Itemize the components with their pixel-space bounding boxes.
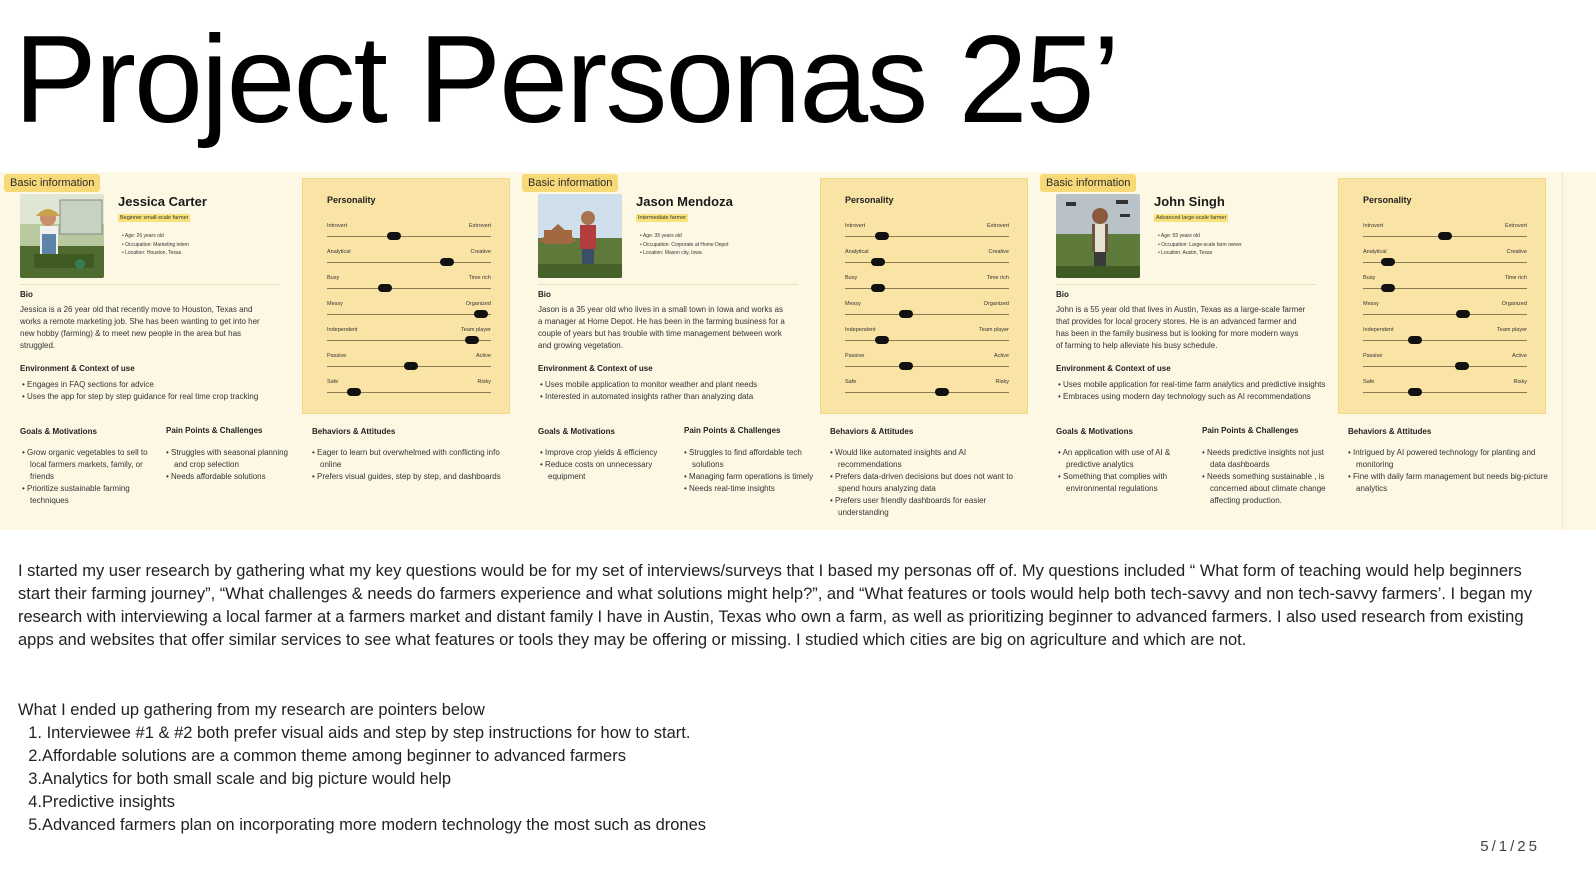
- personality-slider: [1363, 353, 1527, 377]
- finding-text: Predictive insights: [42, 793, 175, 811]
- environment-item: • Uses mobile application for real-time farm analytics and predictive insights: [1058, 379, 1348, 391]
- bio-text: Jessica is a 26 year old that recently move to Houston, Texas and works a remote marketing job. She has been wanting to get into her new hobby (farming) & to meet new people in the area but has struggled.: [20, 305, 260, 350]
- behavior-item: • Prefers user friendly dashboards for easier understanding: [830, 495, 1030, 519]
- personality-slider: [845, 353, 1009, 377]
- slider-track: [845, 314, 1009, 315]
- slider-track: [845, 366, 1009, 367]
- pain-points-heading: Pain Points & Challenges: [1202, 426, 1299, 435]
- behaviors-heading: Behaviors & Attitudes: [830, 427, 914, 436]
- slider-track: [845, 288, 1009, 289]
- personality-slider: [327, 275, 491, 299]
- trait-left-label: Introvert: [327, 223, 348, 229]
- goal-item: • Improve crop yields & efficiency: [540, 447, 668, 459]
- finding-item: [18, 745, 706, 768]
- persona-fact: • Occupation: Marketing intern: [122, 241, 189, 250]
- personality-slider: [845, 301, 1009, 325]
- persona-fact: • Age: 35 years old: [640, 232, 728, 241]
- slider-knob: [440, 258, 454, 266]
- slider-knob: [347, 388, 361, 396]
- persona-facts: [1158, 232, 1242, 258]
- slider-track: [845, 340, 1009, 341]
- personality-heading: Personality: [327, 195, 376, 205]
- slider-knob: [899, 310, 913, 318]
- trait-left-label: Busy: [327, 275, 340, 281]
- trait-left-label: Analytical: [327, 249, 351, 255]
- slider-knob: [1381, 258, 1395, 266]
- goals-list: [22, 447, 150, 507]
- page-title: Project Personas 25’: [14, 11, 1119, 149]
- behavior-item: • Intrigued by AI powered technology for planting and monitoring: [1348, 447, 1548, 471]
- finding-item: [18, 814, 706, 837]
- basic-info-badge: Basic information: [4, 174, 100, 192]
- trait-left-label: Introvert: [845, 223, 866, 229]
- behavior-item: • Fine with daily farm management but needs big-picture analytics: [1348, 471, 1548, 495]
- goals-heading: Goals & Motivations: [20, 427, 97, 436]
- pain-point-item: • Struggles to find affordable tech solutions: [684, 447, 818, 471]
- pain-point-item: • Needs affordable solutions: [166, 471, 300, 483]
- behaviors-list: [1348, 447, 1548, 495]
- personality-slider: [845, 275, 1009, 299]
- finding-text: Analytics for both small scale and big picture would help: [42, 770, 452, 788]
- trait-right-label: Organized: [1501, 301, 1527, 307]
- goals-heading: Goals & Motivations: [1056, 427, 1133, 436]
- slider-knob: [378, 284, 392, 292]
- personality-heading: Personality: [845, 195, 894, 205]
- personality-slider: [327, 379, 491, 403]
- behaviors-heading: Behaviors & Attitudes: [1348, 427, 1432, 436]
- trait-right-label: Time rich: [986, 275, 1009, 281]
- trait-left-label: Analytical: [1363, 249, 1387, 255]
- trait-right-label: Team player: [461, 327, 491, 333]
- personality-heading: Personality: [1363, 195, 1412, 205]
- findings-list: [18, 722, 706, 837]
- environment-list: [540, 379, 830, 403]
- persona-level: Beginner small-scale farmer: [120, 215, 189, 221]
- bio-text: Jason is a 35 year old who lives in a small town in Iowa and works as a manager at Home Depot. He has been in the farming business for a couple of years but has trouble with time management between work and growing vegetation.: [538, 305, 785, 350]
- environment-item: • Embraces using modern day technology such as AI recommendations: [1058, 391, 1348, 403]
- finding-item: [18, 722, 706, 745]
- trait-right-label: Team player: [979, 327, 1009, 333]
- pain-points-heading: Pain Points & Challenges: [166, 426, 263, 435]
- persona-card: [0, 172, 527, 530]
- environment-list: [1058, 379, 1348, 403]
- pain-point-item: • Needs predictive insights not just data dashboards: [1202, 447, 1336, 471]
- basic-info-badge: Basic information: [522, 174, 618, 192]
- divider: [20, 284, 280, 285]
- trait-right-label: Team player: [1497, 327, 1527, 333]
- personality-slider: [845, 327, 1009, 351]
- slider-knob: [465, 336, 479, 344]
- trait-right-label: Organized: [465, 301, 491, 307]
- trait-right-label: Extrovert: [468, 223, 491, 229]
- behavior-item: • Would like automated insights and AI recommendations: [830, 447, 1030, 471]
- persona-name: Jessica Carter: [118, 194, 207, 209]
- environment-item: • Engages in FAQ sections for advice: [22, 379, 262, 391]
- environment-heading: Environment & Context of use: [538, 364, 653, 373]
- personality-slider: [845, 379, 1009, 403]
- persona-strip: [0, 172, 1596, 530]
- pain-point-item: • Struggles with seasonal planning and crop selection: [166, 447, 300, 471]
- persona-name: John Singh: [1154, 194, 1225, 209]
- personality-slider: [845, 223, 1009, 247]
- trait-right-label: Active: [994, 353, 1009, 359]
- finding-item: [18, 768, 706, 791]
- personality-slider: [327, 301, 491, 325]
- trait-right-label: Time rich: [1504, 275, 1527, 281]
- trait-left-label: Safe: [327, 379, 339, 385]
- behavior-item: • Prefers data-driven decisions but does not want to spend hours analyzing data: [830, 471, 1030, 495]
- persona-fact: • Location: Houston, Texas: [122, 249, 189, 258]
- slider-track: [1363, 314, 1527, 315]
- slider-knob: [387, 232, 401, 240]
- environment-heading: Environment & Context of use: [20, 364, 135, 373]
- environment-item: • Interested in automated insights rather than analyzing data: [540, 391, 830, 403]
- slider-knob: [875, 232, 889, 240]
- personality-slider: [1363, 327, 1527, 351]
- trait-left-label: Busy: [845, 275, 858, 281]
- slider-knob: [1438, 232, 1452, 240]
- slider-knob: [1408, 336, 1422, 344]
- behavior-item: • Eager to learn but overwhelmed with conflicting info online: [312, 447, 512, 471]
- pain-point-item: • Needs something sustainable , is concerned about climate change affecting production.: [1202, 471, 1336, 507]
- goals-list: [540, 447, 668, 483]
- personality-panel: [820, 178, 1028, 414]
- environment-item: • Uses mobile application to monitor weather and plant needs: [540, 379, 830, 391]
- trait-right-label: Active: [1512, 353, 1527, 359]
- finding-text: Advanced farmers plan on incorporating more modern technology the most such as drones: [42, 816, 707, 834]
- trait-left-label: Messy: [845, 301, 861, 307]
- research-paragraph: I started my user research by gathering what my key questions would be for my set of interviews/surveys that I based my personas off of. My questions included “ What form of teaching would help beginners start their farming journey”, “What challenges & needs do farmers experience and what solutions might help?”, and “What features or tools would help both tech-savvy and non tech-savvy farmers’. I began my research with interviewing a local farmer at a farmers market and distant family I have in Austin, Texas who own a farm, as well as prioritizing beginner to advanced farmers. I also used research from existing apps and websites that offer similar services to see what features or tools they may be offering or missing. I studied which cities are big on agriculture and which are not.: [18, 562, 1533, 649]
- goal-item: • Grow organic vegetables to sell to local farmers markets, family, or friends: [22, 447, 150, 483]
- trait-right-label: Risky: [477, 379, 491, 385]
- personality-panel: [302, 178, 510, 414]
- trait-right-label: Creative: [1506, 249, 1527, 255]
- personality-slider: [327, 327, 491, 351]
- finding-text: Affordable solutions are a common theme among beginner to advanced farmers: [42, 747, 626, 765]
- finding-number: 3.: [28, 770, 42, 788]
- trait-right-label: Extrovert: [986, 223, 1009, 229]
- goals-heading: Goals & Motivations: [538, 427, 615, 436]
- trait-left-label: Passive: [1363, 353, 1383, 359]
- persona-card: [1036, 172, 1563, 530]
- personality-slider: [1363, 223, 1527, 247]
- trait-left-label: Messy: [1363, 301, 1379, 307]
- slider-track: [845, 236, 1009, 237]
- personality-slider: [327, 223, 491, 247]
- finding-text: Interviewee #1 & #2 both prefer visual aids and step by step instructions for how to start.: [42, 724, 691, 742]
- personality-slider: [1363, 249, 1527, 273]
- slider-track: [1363, 366, 1527, 367]
- slider-track: [327, 314, 491, 315]
- divider: [1056, 284, 1316, 285]
- slider-track: [845, 262, 1009, 263]
- personality-slider: [327, 353, 491, 377]
- slider-knob: [875, 336, 889, 344]
- personality-panel: [1338, 178, 1546, 414]
- personality-slider: [1363, 379, 1527, 403]
- trait-left-label: Messy: [327, 301, 343, 307]
- environment-heading: Environment & Context of use: [1056, 364, 1171, 373]
- trait-left-label: Analytical: [845, 249, 869, 255]
- bio-heading: Bio: [538, 290, 551, 299]
- personality-slider: [1363, 275, 1527, 299]
- persona-card: [518, 172, 1045, 530]
- trait-right-label: Creative: [988, 249, 1009, 255]
- goal-item: • Reduce costs on unnecessary equipment: [540, 459, 668, 483]
- trait-left-label: Safe: [1363, 379, 1375, 385]
- slider-knob: [1455, 362, 1469, 370]
- behaviors-heading: Behaviors & Attitudes: [312, 427, 396, 436]
- pain-point-item: • Managing farm operations is timely: [684, 471, 818, 483]
- slider-track: [1363, 392, 1527, 393]
- persona-level: Advanced large-scale farmer: [1156, 215, 1227, 221]
- environment-item: • Uses the app for step by step guidance for real time crop tracking: [22, 391, 262, 403]
- persona-fact: • Occupation: Large-scale farm owner: [1158, 241, 1242, 250]
- slider-knob: [871, 258, 885, 266]
- trait-right-label: Organized: [983, 301, 1009, 307]
- finding-number: 5.: [28, 816, 42, 834]
- persona-photo: [20, 194, 104, 278]
- slider-knob: [404, 362, 418, 370]
- persona-facts: [122, 232, 189, 258]
- persona-facts: [640, 232, 728, 258]
- trait-left-label: Busy: [1363, 275, 1376, 281]
- pain-points-list: [684, 447, 818, 495]
- trait-left-label: Introvert: [1363, 223, 1384, 229]
- trait-left-label: Independent: [1363, 327, 1394, 333]
- slider-knob: [935, 388, 949, 396]
- trait-left-label: Independent: [327, 327, 358, 333]
- persona-name: Jason Mendoza: [636, 194, 733, 209]
- trait-right-label: Risky: [995, 379, 1009, 385]
- trait-right-label: Time rich: [468, 275, 491, 281]
- slider-knob: [474, 310, 488, 318]
- goal-item: • Prioritize sustainable farming techniques: [22, 483, 150, 507]
- divider: [538, 284, 798, 285]
- bio-heading: Bio: [20, 290, 33, 299]
- bio-heading: Bio: [1056, 290, 1069, 299]
- goal-item: • An application with use of AI & predictive analytics: [1058, 447, 1186, 471]
- persona-level: Intermediate farmer: [638, 215, 686, 221]
- slider-track: [845, 392, 1009, 393]
- goals-list: [1058, 447, 1186, 495]
- pain-point-item: • Needs real-time insights: [684, 483, 818, 495]
- personality-slider: [327, 249, 491, 273]
- slider-track: [327, 236, 491, 237]
- trait-right-label: Risky: [1513, 379, 1527, 385]
- persona-photo: [538, 194, 622, 278]
- persona-fact: • Age: 55 years old: [1158, 232, 1242, 241]
- trait-left-label: Passive: [327, 353, 347, 359]
- environment-list: [22, 379, 262, 403]
- personality-slider: [845, 249, 1009, 273]
- slider-track: [327, 288, 491, 289]
- trait-left-label: Passive: [845, 353, 865, 359]
- finding-number: 1.: [28, 724, 42, 742]
- slider-track: [1363, 340, 1527, 341]
- bio-text: John is a 55 year old that lives in Austin, Texas as a large-scale farmer that provides for local grocery stores. He is an advanced farmer and has been in the family business but is looking for more modern ways of farming to help alleviate his busy schedule.: [1056, 305, 1306, 350]
- pain-points-list: [1202, 447, 1336, 507]
- pain-points-list: [166, 447, 300, 483]
- behaviors-list: [312, 447, 512, 483]
- trait-right-label: Creative: [470, 249, 491, 255]
- trait-left-label: Safe: [845, 379, 857, 385]
- behaviors-list: [830, 447, 1030, 519]
- goal-item: • Something that complies with environmental regulations: [1058, 471, 1186, 495]
- behavior-item: • Prefers visual guides, step by step, and dashboards: [312, 471, 512, 483]
- slider-knob: [1456, 310, 1470, 318]
- persona-fact: • Location: Austin, Texas: [1158, 249, 1242, 258]
- persona-fact: • Location: Mason city, Iowa: [640, 249, 728, 258]
- trait-right-label: Active: [476, 353, 491, 359]
- slider-knob: [1408, 388, 1422, 396]
- finding-item: [18, 791, 706, 814]
- finding-number: 4.: [28, 793, 42, 811]
- slider-knob: [871, 284, 885, 292]
- slider-knob: [899, 362, 913, 370]
- trait-left-label: Independent: [845, 327, 876, 333]
- persona-photo: [1056, 194, 1140, 278]
- slider-track: [327, 262, 491, 263]
- trait-right-label: Extrovert: [1504, 223, 1527, 229]
- persona-fact: • Age: 26 years old: [122, 232, 189, 241]
- basic-info-badge: Basic information: [1040, 174, 1136, 192]
- finding-number: 2.: [28, 747, 42, 765]
- date-label: 5/1/25: [1480, 838, 1540, 855]
- findings-intro: What I ended up gathering from my research are pointers below: [18, 701, 485, 719]
- slider-knob: [1381, 284, 1395, 292]
- persona-fact: • Occupation: Corporate at Home Depot: [640, 241, 728, 250]
- pain-points-heading: Pain Points & Challenges: [684, 426, 781, 435]
- personality-slider: [1363, 301, 1527, 325]
